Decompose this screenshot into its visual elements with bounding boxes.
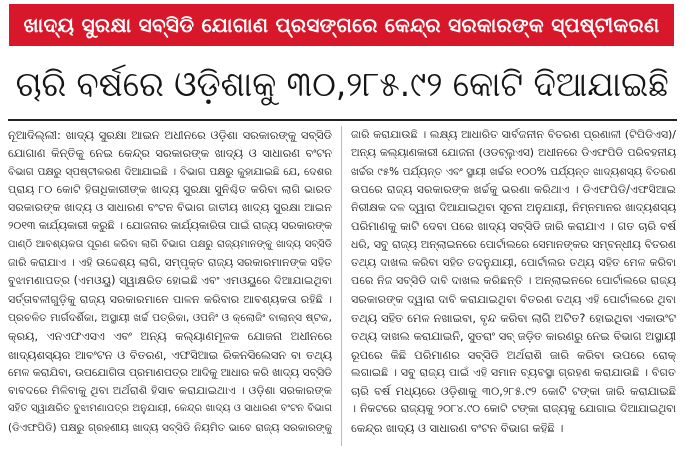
kicker-text: ଖାଦ୍ୟ ସୁରକ୍ଷା ସବ୍‌ସିଡି ଯୋଗାଣ ପ୍ରସଙ୍ଗରେ କେନ୍ଦ୍ର ସରକାରଙ୍କ ସ୍ପଷ୍ଟୀକରଣ: [23, 13, 660, 37]
headline-rule: [8, 119, 677, 121]
article-line: ସରକାରଙ୍କ ଦ୍ୱାରା ଦାବି କରାଯାଇଥିବା ବିତରଣ ତଥ୍ୟ ଏହି ପୋର୍ଟାଲରେ ଥିବା: [351, 292, 676, 306]
article-line: ଚାରି ବର୍ଷ ମଧ୍ୟରେ ଓଡ଼ିଶାକୁ ୩୦,୨୮୫.୯୨ କୋଟି ଟଙ୍କା ଜାରି କରାଯାଇଛି: [351, 384, 676, 399]
article-line: ଲଗାଇଛି । ସବୁ ରାଜ୍ୟ ପାଇଁ ଏହି ସମାନ ବ୍ୟବସ୍ଥା ଗ୍ରହଣ କରାଯାଉଛି । ବିଗତ: [351, 365, 676, 379]
article-line: ବୁଝାମଣାପତ୍ର (ଏମଓୟୁ) ସ୍ୱାକ୍ଷରିତ ହୋଇଛି ଏବଂ ଏମଓୟୁରେ ଦିଆଯାଇଥିବା: [8, 274, 332, 288]
article-line: ଖାଦ୍ୟଶସ୍ୟର ଆବଂଟନ ଓ ବିତରଣ, ଏଫସିଆଇ ରିକନସିଲେସନ ବା ତଥ୍ୟ: [8, 347, 332, 362]
article-line: ବିଭାଗ ପକ୍ଷରୁ ସ୍ପଷ୍ଟୀକରଣ ଦିଆଯାଇଛି । ବିଭାଗ ପକ୍ଷରୁ କୁହାଯାଇଛି ଯେ, ଦେଶର: [8, 165, 332, 178]
article-line: ମେଳ କରାଯିବା, ଉପଯୋଗିତା ପ୍ରମାଣପତ୍ର ଆଦିକୁ ଆଧାର କରି ଖାଦ୍ୟ ସବ୍‌ସିଡି: [8, 365, 332, 379]
article-line: ବାବଦରେ ମିଳିବାକୁ ଥିବା ଅର୍ଥରାଶି ହିସାବ କରାଯାଇଥାଏ । ଓଡ଼ିଶା ସରକାରଙ୍କ: [8, 384, 332, 398]
headline: [6, 55, 679, 115]
article-line: ସହିତ ସ୍ୱାକ୍ଷରିତ ବୁଝାମଣାପତ୍ର ଅନୁଯାୟୀ, କେନ୍ଦ୍ର ଖାଦ୍ୟ ଓ ସାଧାରଣ ବଂଟନ ବିଭାଗ: [8, 403, 332, 415]
article-body: [8, 126, 677, 446]
article-line: ଜାରି କରାଯାଉଛି । ଲକ୍ଷ୍ୟ ଆଧାରିତ ସାର୍ବଜନୀନ ବିତରଣ ପ୍ରଣାଳୀ (ଟିପିଡିଏସ)/: [351, 128, 676, 141]
article-line: ଉପରେ ରାଜ୍ୟ ସରକାରଙ୍କ ଖର୍ଚ୍ଚକୁ ଭରଣା କରିଥାଏ । ଡିଏଫପିଡି/ଏଫସିଆଇ: [351, 182, 676, 196]
article-line: ଜାରି କରାଯାଏ । ଏହି ଉଦ୍ଦେଶ୍ୟ ଲାଗି, ସମ୍ପୃକ୍ତ ରାଜ୍ୟ ସରକାରମାନଙ୍କ ସହିତ: [8, 256, 332, 270]
article-line: ସର୍ତ୍ତାବଳୀଗୁଡ଼ିକୁ ରାଜ୍ୟ ସରକାରମାନେ ପାଳନ କରିବାର ଆବଶ୍ୟକତା ରହିଛି ।: [8, 292, 332, 306]
article-line: ଯୋଗାଣ କିନ୍ତିକୁ ନେଇ କେନ୍ଦ୍ର ସରକାରଙ୍କ ଖାଦ୍ୟ ଓ ସାଧାରଣ ବଂଟନ: [8, 146, 332, 161]
article-line: ନୂଆଦିଲ୍ଲୀ: ଖାଦ୍ୟ ସୁରକ୍ଷା ଆଇନ ଅଧୀନରେ ଓଡ଼ିଶା ସରକାରଙ୍କୁ ସବ୍‌ସିଡି: [8, 128, 332, 142]
article-line: ତଥ୍ୟ ଦାଖଲ କରିବା ସହିତ ତଦନୁଯାୟୀ, ପୋର୍ଟାଲର ତଥ୍ୟ ସହିତ ମେଳ କରିବା: [351, 256, 676, 270]
headline-text: ଚାରି ବର୍ଷରେ ଓଡ଼ିଶାକୁ ୩୦,୨୮୫.୯୨ କୋଟି ଦିଆଯାଇଛି: [15, 65, 670, 105]
article-line: (ଡିଏଫପିଡି) ପକ୍ଷରୁ ଗ୍ରହଣୀୟ ଖାଦ୍ୟ ସବ୍‌ସିଡି ନିୟମିତ ଭାବେ ରାଜ୍ୟ ସରକାରଙ୍କୁ: [8, 421, 332, 434]
article-line: ପ୍ରାୟ ୮୦ କୋଟି ହିତାଧିକାରୀଙ୍କ ଖାଦ୍ୟ ସୁରକ୍ଷା ସୁନିଶ୍ଚିତ କରିବା ଲାଗି ଭାରତ: [8, 182, 332, 196]
article-line: ପାଣ୍ଠି ଆବଶ୍ୟକତା ପୂରଣ କରିବା ଲାଗି ବିଭାଗ ପକ୍ଷରୁ ରାଜ୍ୟମାନଙ୍କୁ ଖାଦ୍ୟ ସବ୍‌ସିଡି: [8, 238, 332, 250]
article-line: ରୂପରେ କିଛି ପରିମାଣର ସବ୍‌ସିଡି ଅର୍ଥରାଶି ଜାରି କରିବା ଉପରେ ରୋକ୍: [351, 347, 676, 362]
article-line: । ନିକଟରେ ରାଜ୍ୟକୁ ୨୦୮୪.୯୦ କୋଟି ଟଙ୍କା ରାଜ୍ୟକୁ ଯୋଗାଇ ଦିଆଯାଇଥିବା: [351, 402, 676, 416]
article-column-right: [342, 126, 676, 446]
article-line: ୨୦୧୩ କାର୍ଯ୍ୟକାରୀ କରୁଛି । ଯୋଜନାର କାର୍ଯ୍ୟକାରିତା ପାଇଁ ରାଜ୍ୟ ସରକାରଙ୍କ: [8, 219, 332, 233]
article-line: ପରିମାଣକୁ କାଟି ଦେବା ପରେ ଖାଦ୍ୟ ସବ୍‌ସିଡି ଜାରି କରାଯାଏ । ଗତ ଚାରି ବର୍ଷ: [351, 219, 676, 234]
article-line: ଧରି, ସବୁ ରାଜ୍ୟ ଅନ୍‌ଲାଇନରେ ପୋର୍ଟାଲରେ ସେମାନଙ୍କର ସମ୍ବନ୍ଧୀୟ ବିତରଣ: [351, 237, 676, 251]
article-line: କ୍ରୟ, ଏନଏଫଏସଏ ଏବଂ ଅନ୍ୟ କଲ୍ୟାଣମୂଳକ ଯୋଜନା ଅଧୀନରେ: [8, 329, 332, 344]
article-line: ସରକାରଙ୍କ ଖାଦ୍ୟ ଓ ସାଧାରଣ ବଂଟନ ବିଭାଗ ଜାତୀୟ ଖାଦ୍ୟ ସୁରକ୍ଷା ଆଇନ: [8, 201, 332, 215]
article-line: କେନ୍ଦ୍ର ଖାଦ୍ୟ ଓ ସାଧାରଣ ବଂଟନ ବିଭାଗ କହିଛି ।: [351, 420, 564, 435]
article-line: ତଥ୍ୟ ସହିତ ମେଳ ନଖାଇବା, ବୃନ୍ଦ କରିବା ଲାଗି ଅଟିତ? ହୋଇଥିବା ଏକାଉଂଟ: [351, 310, 676, 325]
article-line: ତଥ୍ୟ ଦାଖଲ କରାଯାଇନି, ସୁତରାଂ ସବ୍‌ ଜଡ଼ିତ କାରଣରୁ ନେଇ ବିଭାଗ ଅସ୍ଥାୟୀ: [351, 329, 676, 344]
article-line: ପ୍ରଚଳିତ ମାର୍ଗଦର୍ଶିକା, ଅସ୍ଥାୟୀ ଖର୍ଚ୍ଚ ପତ୍ରିକା, ଓପନିଂ ଓ କ୍ଲୋଜିଂ ବାଲାନ୍ସ ଷ୍ଟକ,: [8, 311, 332, 324]
article-column-left: [8, 126, 342, 446]
article-line: ନିରୀକ୍ଷକ ଦଳ ଦ୍ୱାରା ଦିଆଯାଇଥିବା ସୂଚନା ଅନୁଯାୟୀ, ନିମ୍ନମାନର ଖାଦ୍ୟଶସ୍ୟ: [351, 201, 676, 215]
article-line: ଖର୍ଚ୍ଚର ୯୫% ପର୍ଯ୍ୟନ୍ତ ଏବଂ ସ୍ଥାୟୀ ଖର୍ଚ୍ଚର ୧୦୦% ପର୍ଯ୍ୟନ୍ତ ଖାଦ୍ୟଶସ୍ୟ ବିତରଣ: [351, 165, 676, 178]
kicker-banner: [9, 4, 674, 46]
article-line: ପରେ ନିଜ ସବ୍‌ସିଡି ଦାବି ଦାଖଲ କରିଛନ୍ତି । ଅନ୍‌ଲାଇନରେ ପୋର୍ଟାଲରେ ରାଜ୍ୟ: [351, 274, 676, 288]
article-line: ଅନ୍ୟ କଲ୍ୟାଣକାରୀ ଯୋଜନା (ଓଡବ୍ଲୁଏସ) ଅଧୀନରେ ଡିଏଫପିଡି ପରିବହନୀୟ: [351, 146, 676, 160]
